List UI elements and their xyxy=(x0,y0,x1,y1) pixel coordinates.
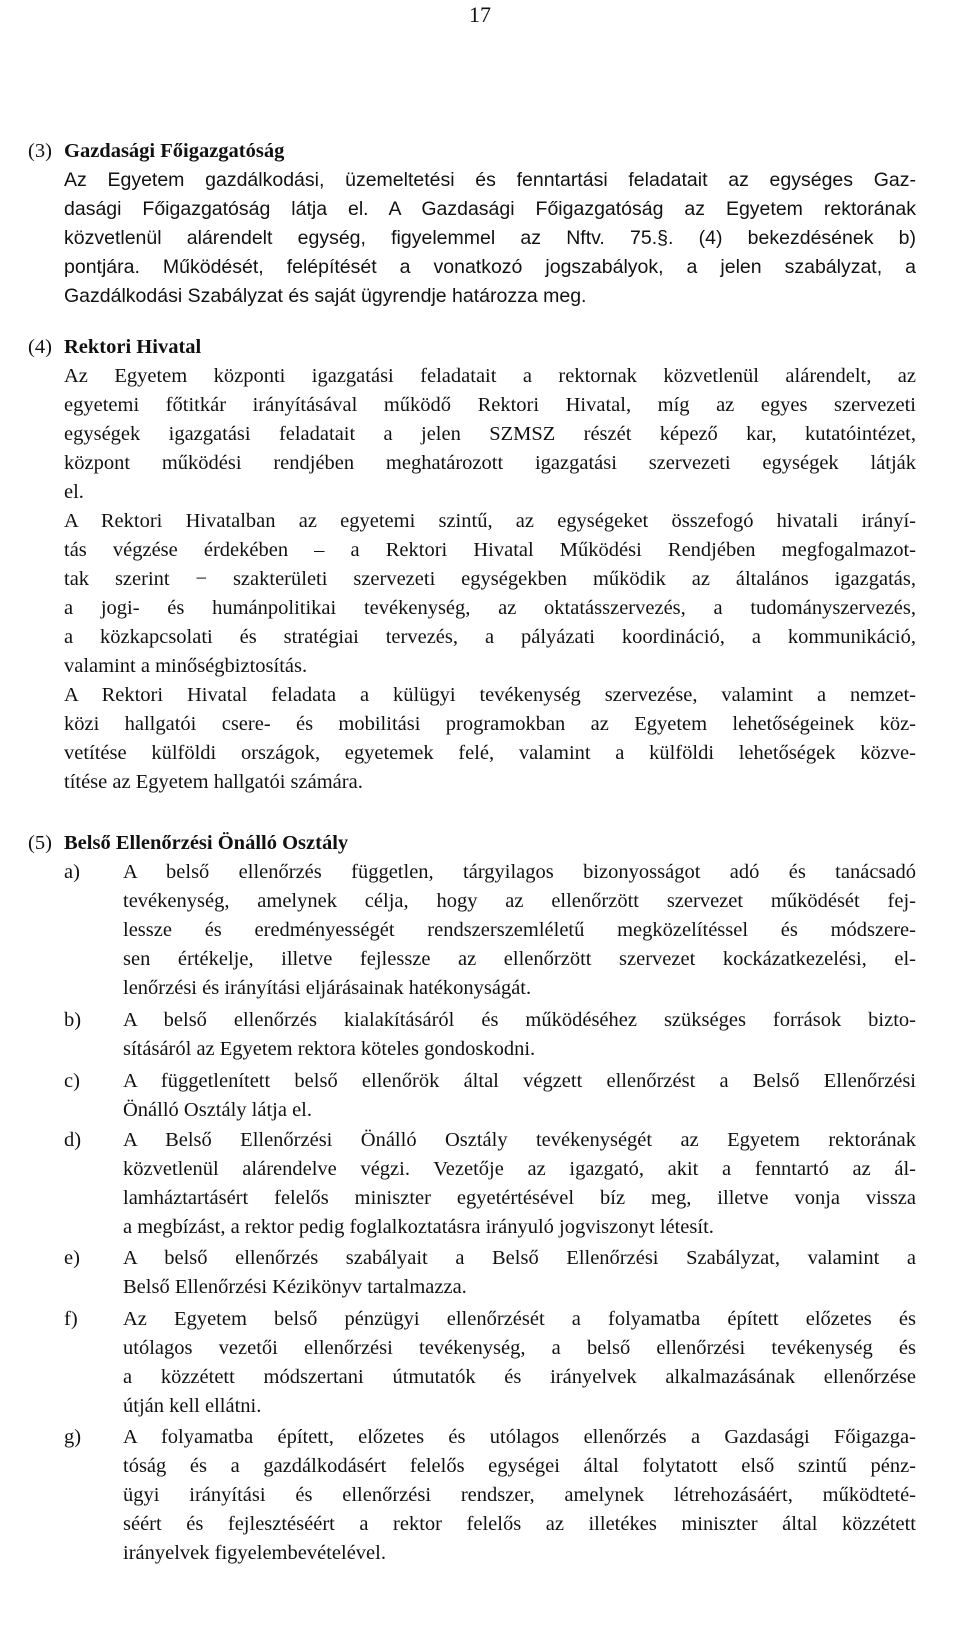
list-item-label: f) xyxy=(64,1308,78,1330)
text-line: A belső ellenőrzés szabályait a Belső Ellenőrzési Szabályzat, valamint a xyxy=(123,1247,916,1269)
page-number: 17 xyxy=(469,2,491,27)
text-line: Az Egyetem központi igazgatási feladatait a rektornak közvetlenül alárendelt, az xyxy=(64,365,916,387)
text-line: Az Egyetem gazdálkodási, üzemeltetési és fenntartási feladatait az egységes Gaz- xyxy=(64,169,916,191)
text-line: irányelvek figyelembevételével. xyxy=(123,1542,386,1564)
list-item-text xyxy=(123,858,916,1003)
text-line: títése az Egyetem hallgatói számára. xyxy=(64,771,363,793)
text-line: A Belső Ellenőrzési Önálló Osztály tevékenységét az Egyetem rektorának xyxy=(123,1129,916,1151)
list-item-label: d) xyxy=(64,1129,82,1151)
text-line: A Rektori Hivatalban az egyetemi szintű, az egységeket összefogó hivatali irányí- xyxy=(64,510,916,532)
list-item-label: g) xyxy=(64,1426,82,1448)
section-title: Rektori Hivatal xyxy=(64,336,202,358)
text-line: sításáról az Egyetem rektora köteles gondoskodni. xyxy=(123,1038,536,1060)
list-item-text xyxy=(123,1006,916,1064)
text-line: A folyamatba épített, előzetes és utólagos ellenőrzés a Gazdasági Főigazga- xyxy=(123,1426,916,1448)
section-number: (4) xyxy=(28,336,52,358)
text-line: útján kell ellátni. xyxy=(123,1395,262,1417)
text-line: A függetlenített belső ellenőrök által végzett ellenőrzést a Belső Ellenőrzési xyxy=(123,1070,916,1092)
list-item-text xyxy=(123,1423,916,1568)
text-line: pontjára. Működését, felépítését a vonatkozó jogszabályok, a jelen szabályzat, a xyxy=(64,256,916,278)
text-line: tóság és a gazdálkodásért felelős egységei által folytatott első szintű pénz- xyxy=(123,1455,916,1477)
text-line: közvetlenül alárendelve végzi. Vezetője az igazgató, akit a fenntartó az ál- xyxy=(123,1158,916,1180)
list-item-label: e) xyxy=(64,1247,80,1269)
text-line: Az Egyetem belső pénzügyi ellenőrzését a folyamatba épített előzetes és xyxy=(123,1308,916,1330)
text-line: Gazdálkodási Szabályzat és saját ügyrendje határozza meg. xyxy=(64,285,587,307)
section-title: Belső Ellenőrzési Önálló Osztály xyxy=(64,832,349,854)
section-body xyxy=(64,166,916,311)
list-item-label: c) xyxy=(64,1070,80,1092)
text-line: lenőrzési és irányítási eljárásainak hatékonyságát. xyxy=(123,977,532,999)
text-line: egyetemi főtitkár irányításával működő Rektori Hivatal, míg az egyes szervezeti xyxy=(64,394,916,416)
text-line: lamháztartásért felelős miniszter egyetértésével bíz meg, illetve vonja vissza xyxy=(123,1187,916,1209)
text-line: központ működési rendjében meghatározott igazgatási szervezeti egységek látják xyxy=(64,452,916,474)
list-item-text xyxy=(123,1126,916,1242)
text-line: A belső ellenőrzés független, tárgyilagos bizonyosságot adó és tanácsadó xyxy=(123,861,916,883)
list-item-text xyxy=(123,1305,916,1421)
text-line: lessze és eredményességét rendszerszemléletű megközelítéssel és módszere- xyxy=(123,919,916,941)
section-title: Gazdasági Főigazgatóság xyxy=(64,140,285,162)
section-number: (5) xyxy=(28,832,52,854)
text-line: sen értékelje, illetve fejlessze az ellenőrzött szervezet kockázatkezelési, el- xyxy=(123,948,916,970)
text-line: valamint a minőségbiztosítás. xyxy=(64,655,308,677)
text-line: vetítése külföldi országok, egyetemek felé, valamint a külföldi lehetőségek közve- xyxy=(64,742,916,764)
text-line: közvetlenül alárendelt egység, figyelemmel az Nftv. 75.§. (4) bekezdésének b) xyxy=(64,227,916,249)
list-item-label: b) xyxy=(64,1009,82,1031)
text-line: A belső ellenőrzés kialakításáról és működéséhez szükséges források bizto- xyxy=(123,1009,916,1031)
text-line: Önálló Osztály látja el. xyxy=(123,1099,312,1121)
text-line: közi hallgatói csere- és mobilitási programokban az Egyetem lehetőségeinek köz- xyxy=(64,713,916,735)
text-line: tevékenység, amelynek célja, hogy az ellenőrzött szervezet működését fej- xyxy=(123,890,916,912)
text-line: a jogi- és humánpolitikai tevékenység, az oktatásszervezés, a tudományszervezés, xyxy=(64,597,916,619)
section-body xyxy=(64,362,916,797)
text-line: séért és fejlesztéséért a rektor felelős az illetékes miniszter által közzétett xyxy=(123,1513,916,1535)
text-line: tás végzése érdekében – a Rektori Hivatal Működési Rendjében megfogalmazot- xyxy=(64,539,916,561)
text-line: a közzétett módszertani útmutatók és irányelvek alkalmazásának ellenőrzése xyxy=(123,1366,916,1388)
text-line: el. xyxy=(64,481,84,503)
text-line: dasági Főigazgatóság látja el. A Gazdasági Főigazgatóság az Egyetem rektorának xyxy=(64,198,916,220)
list-item-label: a) xyxy=(64,861,80,883)
text-line: egységek igazgatási feladatait a jelen SZMSZ részét képező kar, kutatóintézet, xyxy=(64,423,916,445)
text-line: utólagos vezetői ellenőrzési tevékenység, a belső ellenőrzési tevékenység és xyxy=(123,1337,916,1359)
text-line: A Rektori Hivatal feladata a külügyi tevékenység szervezése, valamint a nemzet- xyxy=(64,684,916,706)
text-line: a megbízást, a rektor pedig foglalkoztatásra irányuló jogviszonyt létesít. xyxy=(123,1216,714,1238)
text-line: tak szerint − szakterületi szervezeti egységekben működik az általános igazgatás, xyxy=(64,568,916,590)
text-line: Belső Ellenőrzési Kézikönyv tartalmazza. xyxy=(123,1276,467,1298)
section-number: (3) xyxy=(28,140,52,162)
text-line: a közkapcsolati és stratégiai tervezés, a pályázati koordináció, a kommunikáció, xyxy=(64,626,916,648)
list-item-text xyxy=(123,1244,916,1302)
text-line: ügyi irányítási és ellenőrzési rendszer, amelynek létrehozásáért, működteté- xyxy=(123,1484,916,1506)
list-item-text xyxy=(123,1067,916,1125)
